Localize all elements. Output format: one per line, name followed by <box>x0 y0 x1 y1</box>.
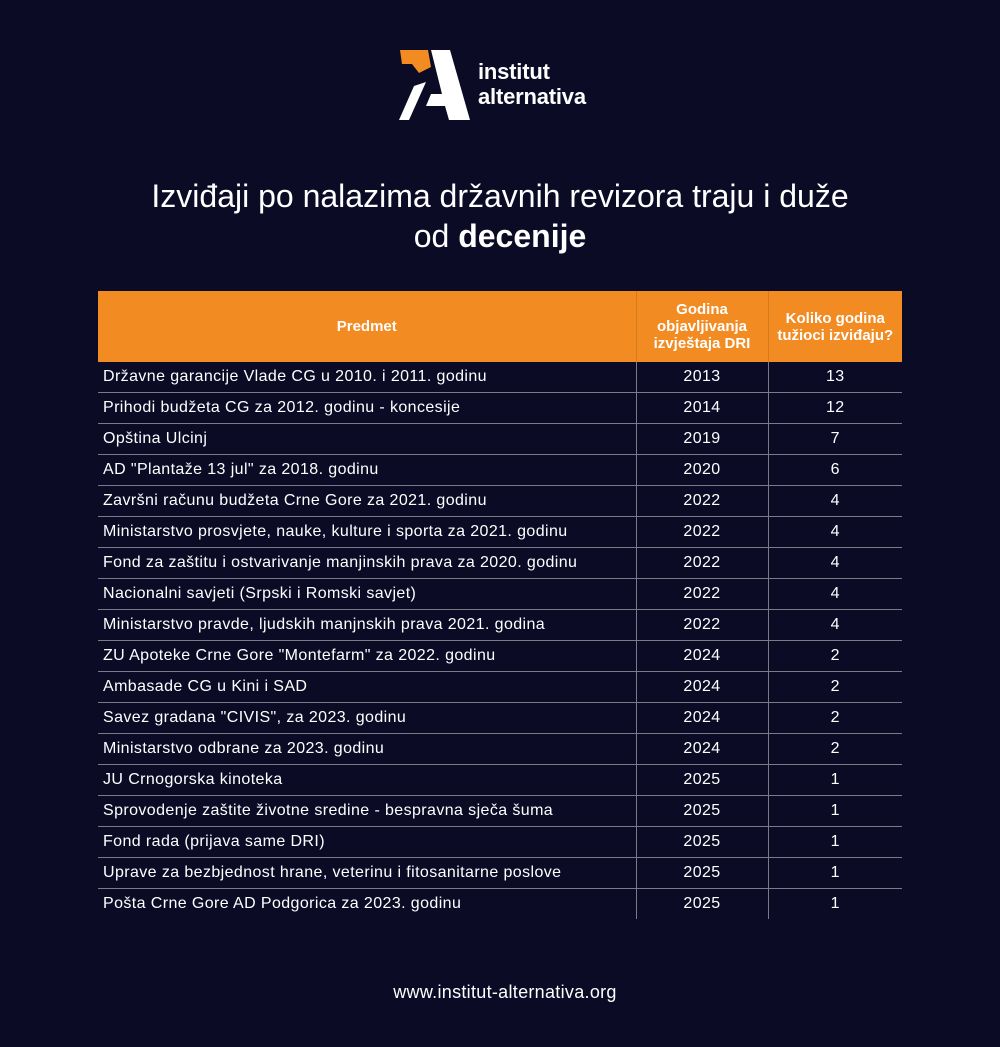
logo-text <box>478 59 586 109</box>
cell-koliko-godina: 7 <box>768 424 902 455</box>
cell-predmet: ZU Apoteke Crne Gore "Montefarm" za 2022. godinu <box>98 641 636 672</box>
logo <box>398 46 586 122</box>
cell-predmet: Ambasade CG u Kini i SAD <box>98 672 636 703</box>
cell-godina: 2024 <box>636 672 768 703</box>
cell-godina: 2025 <box>636 765 768 796</box>
cell-predmet: Ministarstvo odbrane za 2023. godinu <box>98 734 636 765</box>
title-line-2 <box>0 216 1000 256</box>
cell-godina: 2014 <box>636 393 768 424</box>
header-godina: Godina objavljivanja izvještaja DRI <box>636 291 768 362</box>
cell-koliko-godina: 12 <box>768 393 902 424</box>
cell-predmet: Pošta Crne Gore AD Podgorica za 2023. godinu <box>103 895 462 912</box>
cell-godina: 2024 <box>636 641 768 672</box>
cell-koliko-godina: 6 <box>768 455 902 486</box>
cell-koliko-godina: 1 <box>768 765 902 796</box>
data-table <box>98 291 902 919</box>
table-row <box>98 362 902 393</box>
header-row <box>98 291 902 362</box>
cell-koliko-godina: 1 <box>768 796 902 827</box>
cell-koliko-godina: 1 <box>768 827 902 858</box>
table-row <box>98 393 902 424</box>
institut-alternativa-logo-icon <box>398 46 472 122</box>
cell-koliko-godina: 13 <box>768 362 902 393</box>
cell-godina: 2024 <box>636 703 768 734</box>
cell-godina: 2019 <box>636 424 768 455</box>
cell-predmet: Opština Ulcinj <box>98 424 636 455</box>
cell-godina: 2022 <box>636 548 768 579</box>
cell-predmet: Fond rada (prijava same DRI) <box>98 827 636 858</box>
cell-godina: 2022 <box>636 579 768 610</box>
table-row <box>98 858 902 889</box>
table-row <box>98 610 902 641</box>
cell-koliko-godina: 4 <box>768 517 902 548</box>
table-row <box>98 889 902 920</box>
table-row <box>98 765 902 796</box>
cell-predmet: Nacionalni savjeti (Srpski i Romski savjet) <box>98 579 636 610</box>
cell-koliko-godina: 2 <box>768 734 902 765</box>
cell-godina: 2022 <box>636 486 768 517</box>
cell-predmet: Državne garancije Vlade CG u 2010. i 2011. godinu <box>98 362 636 393</box>
header-predmet: Predmet <box>98 291 636 362</box>
cell-predmet: Fond za zaštitu i ostvarivanje manjinskih prava za 2020. godinu <box>98 548 636 579</box>
cell-koliko-godina: 4 <box>768 486 902 517</box>
cell-predmet: Sprovodenje zaštite životne sredine - bespravna sječa šuma <box>98 796 636 827</box>
footer-url[interactable]: www.institut-alternativa.org <box>393 982 617 1002</box>
cell-predmet: Završni računu budžeta Crne Gore za 2021. godinu <box>98 486 636 517</box>
cell-koliko-godina: 4 <box>768 579 902 610</box>
table-row <box>98 827 902 858</box>
table-row <box>98 486 902 517</box>
table-row <box>98 548 902 579</box>
logo-line-1: institut <box>478 59 550 84</box>
cell-godina: 2020 <box>636 455 768 486</box>
page-title <box>0 176 1000 256</box>
cell-godina: 2025 <box>636 889 768 920</box>
table-row <box>98 734 902 765</box>
table-row <box>98 455 902 486</box>
cell-koliko-godina: 4 <box>768 548 902 579</box>
cell-godina: 2025 <box>636 858 768 889</box>
header-koliko-godina: Koliko godina tužioci izviđaju? <box>768 291 902 362</box>
cell-predmet: Ministarstvo prosvjete, nauke, kulture i sporta za 2021. godinu <box>98 517 636 548</box>
cell-godina: 2013 <box>636 362 768 393</box>
table-row <box>98 424 902 455</box>
table-row <box>98 672 902 703</box>
cell-koliko-godina: 2 <box>768 703 902 734</box>
cell-koliko-godina: 1 <box>768 858 902 889</box>
table-row <box>98 579 902 610</box>
cell-godina: 2025 <box>636 796 768 827</box>
cell-godina: 2024 <box>636 734 768 765</box>
table-header <box>98 291 902 362</box>
cell-godina: 2022 <box>636 517 768 548</box>
cell-predmet: Ministarstvo pravde, ljudskih manjnskih prava 2021. godina <box>98 610 636 641</box>
title-line-2-bold: decenije <box>458 218 587 254</box>
title-line-1: Izviđaji po nalazima državnih revizora traju i duže <box>151 178 849 214</box>
cell-godina: 2025 <box>636 827 768 858</box>
cell-godina: 2022 <box>636 610 768 641</box>
table-row <box>98 796 902 827</box>
cell-koliko-godina: 4 <box>768 610 902 641</box>
table-body <box>98 362 902 919</box>
data-table-wrapper <box>98 291 902 919</box>
cell-predmet: AD "Plantaže 13 jul" za 2018. godinu <box>98 455 636 486</box>
table-row <box>98 641 902 672</box>
table-row <box>98 517 902 548</box>
title-line-2-prefix: od <box>413 218 459 254</box>
cell-koliko-godina: 1 <box>768 889 902 920</box>
cell-predmet: Uprave za bezbjednost hrane, veterinu i fitosanitarne poslove <box>98 858 636 889</box>
cell-koliko-godina: 2 <box>768 672 902 703</box>
cell-predmet: JU Crnogorska kinoteka <box>98 765 636 796</box>
cell-predmet: Savez gradana "CIVIS", za 2023. godinu <box>98 703 636 734</box>
table-row <box>98 703 902 734</box>
cell-predmet: Prihodi budžeta CG za 2012. godinu - koncesije <box>98 393 636 424</box>
cell-koliko-godina: 2 <box>768 641 902 672</box>
logo-line-2: alternativa <box>478 84 586 109</box>
